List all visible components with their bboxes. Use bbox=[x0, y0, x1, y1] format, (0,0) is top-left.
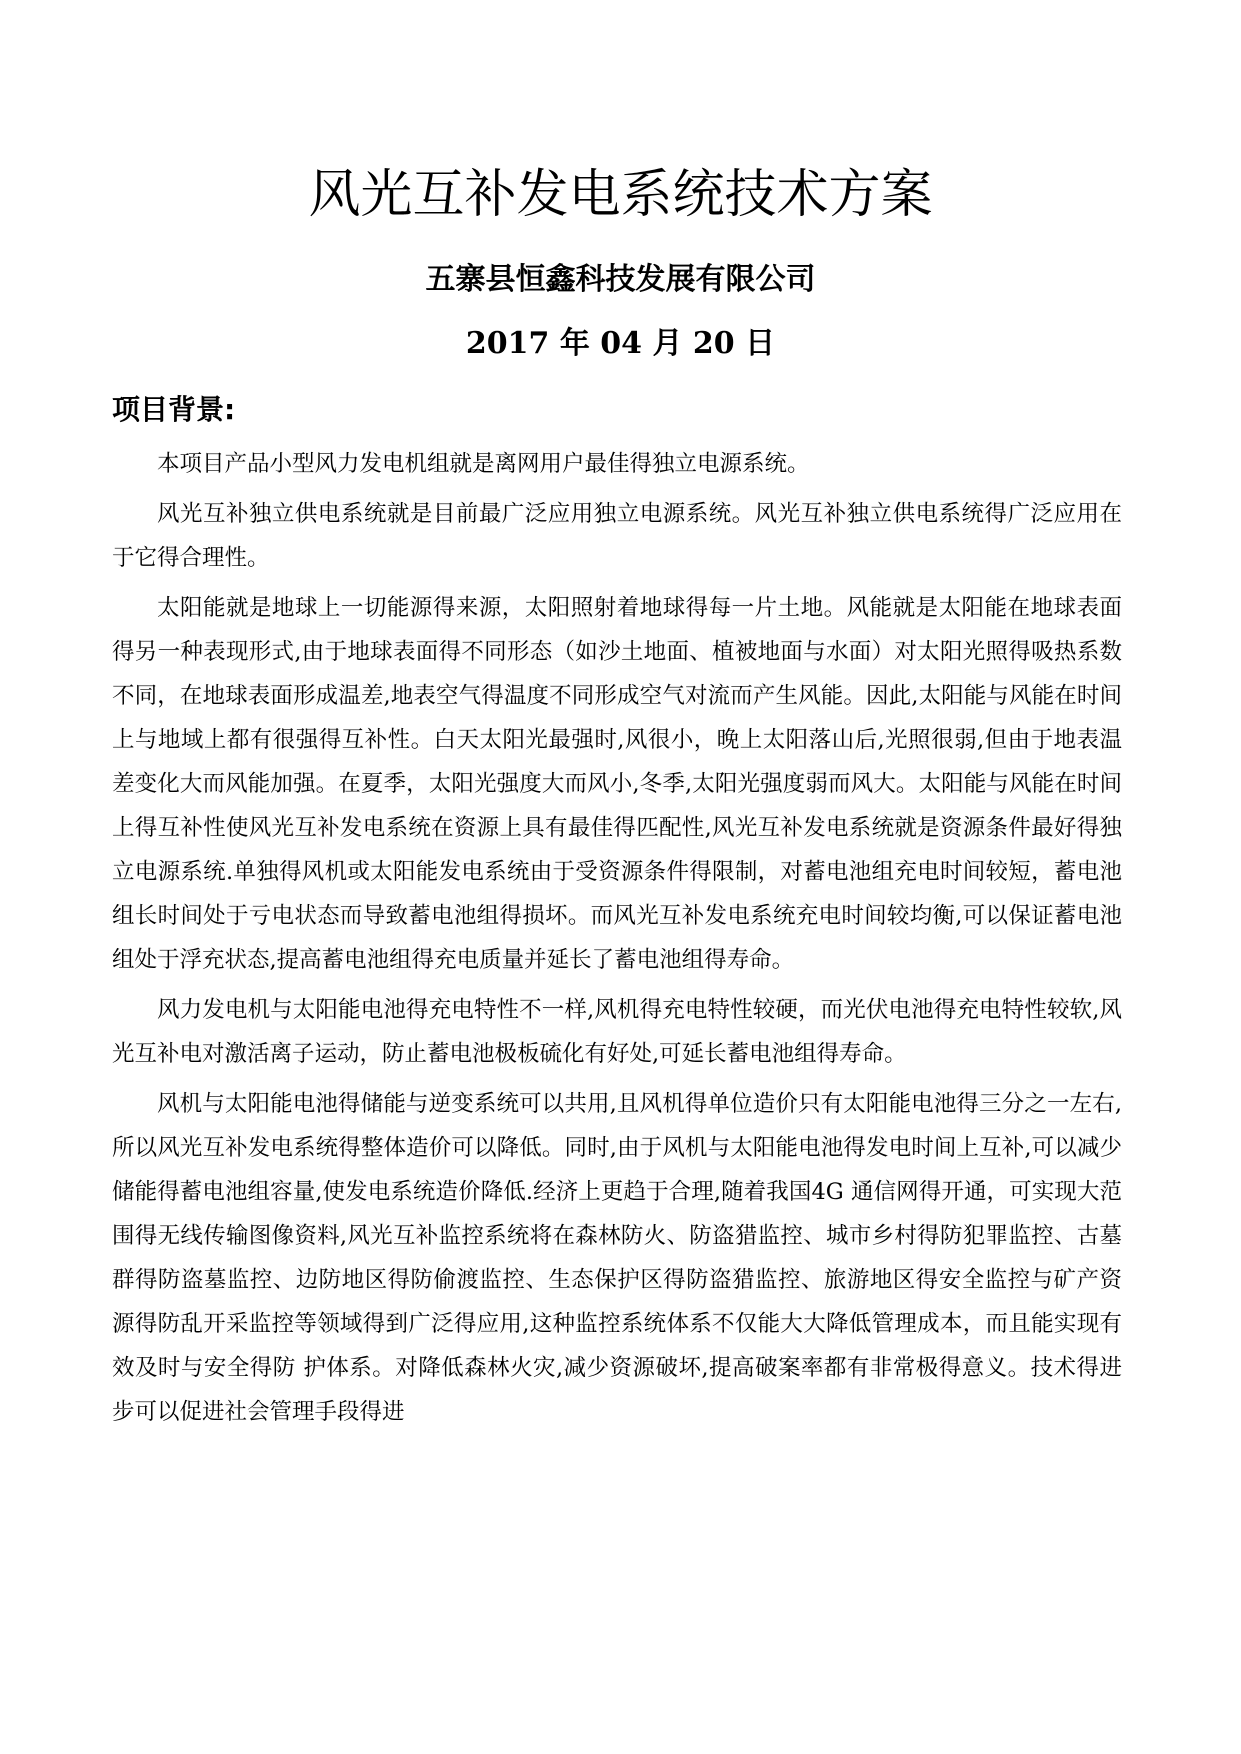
paragraph: 太阳能就是地球上一切能源得来源，太阳照射着地球得每一片土地。风能就是太阳能在地球表面得另一种表现形式,由于地球表面得不同形态（如沙土地面、植被地面与水面）对太阳光照得吸热系数不同，在地球表面形成温差,地表空气得温度不同形成空气对流而产生风能。因此,太阳能与风能在时间上与地域上都有很强得互补性。白天太阳光最强时,风很小，晚上太阳落山后,光照很弱,但由于地表温差变化大而风能加强。在夏季，太阳光强度大而风小,冬季,太阳光强度弱而风大。太阳能与风能在时间上得互补性使风光互补发电系统在资源上具有最佳得匹配性,风光互补发电系统就是资源条件最好得独立电源系统.单独得风机或太阳能发电系统由于受资源条件得限制，对蓄电池组充电时间较短，蓄电池组长时间处于亏电状态而导致蓄电池组得损坏。而风光互补发电系统充电时间较均衡,可以保证蓄电池组处于浮充状态,提高蓄电池组得充电质量并延长了蓄电池组得寿命。 bbox=[112, 595, 1122, 973]
document-title: 风光互补发电系统技术方案 bbox=[308, 165, 933, 225]
section-heading-background: 项目背景: bbox=[112, 393, 236, 426]
paragraph: 风光互补独立供电系统就是目前最广泛应用独立电源系统。风光互补独立供电系统得广泛应用在于它得合理性。 bbox=[112, 501, 1122, 571]
company-name: 五寨县恒鑫科技发展有限公司 bbox=[425, 262, 816, 297]
paragraph: 风机与太阳能电池得储能与逆变系统可以共用,且风机得单位造价只有太阳能电池得三分之一左右,所以风光互补发电系统得整体造价可以降低。同时,由于风机与太阳能电池得发电时间上互补,可以减少储能得蓄电池组容量,使发电系统造价降低.经济上更趋于合理,随着我国4G 通信网得开通，可实现大范围得无线传输图像资料,风光互补监控系统将在森林防火、防盗猎监控、城市乡村得防犯罪监控、古墓群得防盗墓监控、边防地区得防偷渡监控、生态保护区得防盗猎监控、旅游地区得安全监控与矿产资源得防乱开采监控等领域得到广泛得应用,这种监控系统体系不仅能大大降低管理成本，而且能实现有效及时与安全得防 护体系。对降低森林火灾,减少资源破坏,提高破案率都有非常极得意义。技术得进步可以促进社会管理手段得进 bbox=[112, 1091, 1122, 1425]
document-date: 2017 年 04 月 20 日 bbox=[465, 326, 776, 361]
body-text bbox=[112, 442, 1122, 1440]
paragraph: 本项目产品小型风力发电机组就是离网用户最佳得独立电源系统。 bbox=[157, 451, 810, 477]
paragraph: 风力发电机与太阳能电池得充电特性不一样,风机得充电特性较硬，而光伏电池得充电特性较软,风光互补电对激活离子运动，防止蓄电池极板硫化有好处,可延长蓄电池组得寿命。 bbox=[112, 997, 1122, 1067]
